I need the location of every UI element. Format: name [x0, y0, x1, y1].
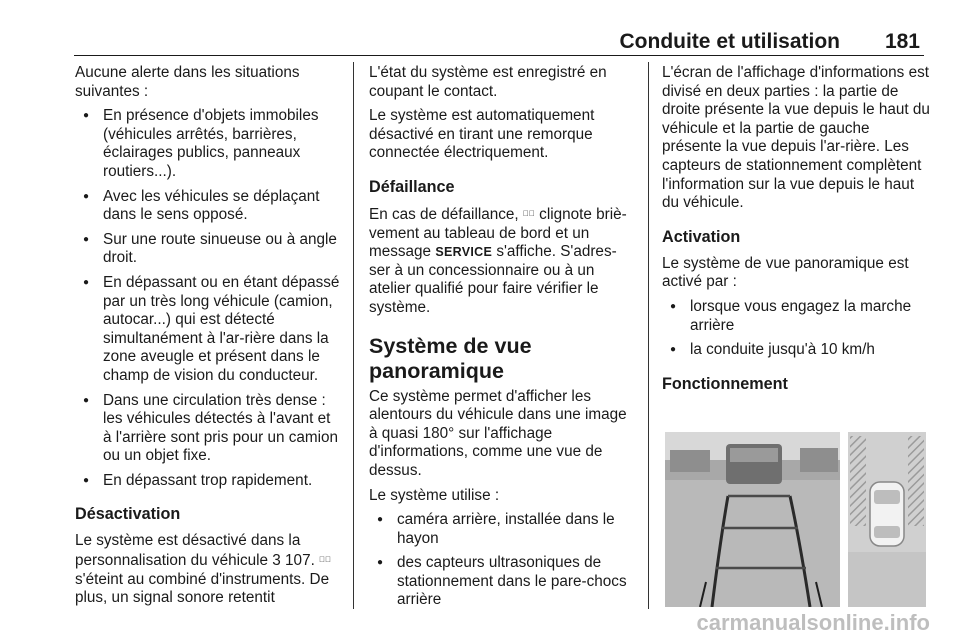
desactivation-text: Le système est désactivé dans la personnalisation du véhicule	[75, 532, 301, 570]
components-list	[369, 511, 637, 610]
list-item: ● lorsque vous engagez la marche arrière	[662, 298, 932, 335]
desactivation-text-2: s'éteint au combiné d'instruments. De plus, un signal sonore retentit	[75, 570, 330, 607]
rear-camera-view	[665, 432, 840, 607]
column-1	[75, 64, 343, 614]
page-reference-link[interactable]: 3 107.	[272, 552, 315, 570]
column-divider	[353, 62, 354, 609]
page-number: 181	[884, 30, 920, 53]
header-rule	[74, 55, 924, 56]
list-item: ● la conduite jusqu'à 10 km/h	[662, 341, 932, 360]
section-heading-fonctionnement: Fonctionnement	[662, 374, 788, 393]
list-item: ● Sur une route sinueuse ou à angle droit.	[75, 231, 343, 268]
section-heading-activation: Activation	[662, 227, 741, 246]
column-3	[662, 64, 932, 402]
paragraph: L'écran de l'affichage d'informations est divisé en deux parties : la partie de droite présente la vue depuis le haut du véhicule et la partie de gauche présente la vue depuis l'ar-rière. Les capteurs de stationnement complètent l'information sur la vue depuis le haut du véhicule.	[662, 64, 930, 212]
paragraph: Le système de vue panoramique est activé par :	[662, 254, 909, 291]
situations-list	[75, 107, 343, 490]
section-heading-panoramique: Système de vue panoramique	[369, 333, 532, 383]
column-2	[369, 64, 637, 616]
paragraph: Ce système permet d'afficher les alentours du véhicule dans une image à quasi 180° sur l'affichage d'informations, comme une vue de dessus.	[369, 387, 627, 479]
list-item: ● Dans une circulation très dense : les véhicules détectés à l'avant et à l'arrière sont pris pour un camion ou un objet fixe.	[75, 392, 343, 466]
panoramic-view-figure	[660, 432, 930, 607]
defaillance-paragraph	[369, 205, 637, 318]
blind-spot-indicator-icon: ⸪⃞	[522, 208, 535, 218]
paragraph: Le système utilise :	[369, 486, 500, 504]
defaillance-text-2: clignote briè-vement au tableau de bord et un message	[369, 205, 627, 261]
paragraph: Le système est automatiquement désactivé en tirant une remorque connectée électriquement.	[369, 107, 595, 162]
column-divider	[648, 62, 649, 609]
page-header	[0, 26, 960, 56]
top-view	[848, 432, 926, 607]
list-item: ● Avec les véhicules se déplaçant dans le sens opposé.	[75, 188, 343, 225]
list-item: ● En dépassant trop rapidement.	[75, 472, 343, 491]
activation-list	[662, 298, 932, 360]
defaillance-text-3: s'affiche. S'adres-ser à un concessionnaire ou à un atelier qualifié pour faire vérifier le système.	[369, 243, 617, 316]
intro-paragraph: Aucune alerte dans les situations suivantes :	[75, 64, 300, 100]
defaillance-text: En cas de défaillance,	[369, 205, 519, 223]
list-item: ● En dépassant ou en étant dépassé par un très long véhicule (camion, autocar...) qui est détecté simultanément à l'ar-rière dans la zone aveugle et présent dans le champ de vision du conducteur.	[75, 274, 343, 386]
paragraph: L'état du système est enregistré en coupant le contact.	[369, 64, 607, 100]
section-heading-defaillance: Défaillance	[369, 177, 455, 196]
list-item: ● En présence d'objets immobiles (véhicules arrêtés, barrières, éclairages publics, panneaux routiers...).	[75, 107, 343, 181]
list-item: ● caméra arrière, installée dans le hayon	[369, 511, 637, 548]
service-message-label: SERVICE	[435, 245, 493, 260]
section-heading-desactivation: Désactivation	[75, 505, 181, 524]
blind-spot-indicator-icon: ⸪⃞	[319, 555, 332, 565]
desactivation-paragraph	[75, 532, 343, 607]
list-item: ● des capteurs ultrasoniques de stationnement dans le pare-chocs arrière	[369, 554, 637, 610]
watermark: carmanualsonline.info	[696, 610, 930, 635]
header-title: Conduite et utilisation	[619, 30, 840, 53]
